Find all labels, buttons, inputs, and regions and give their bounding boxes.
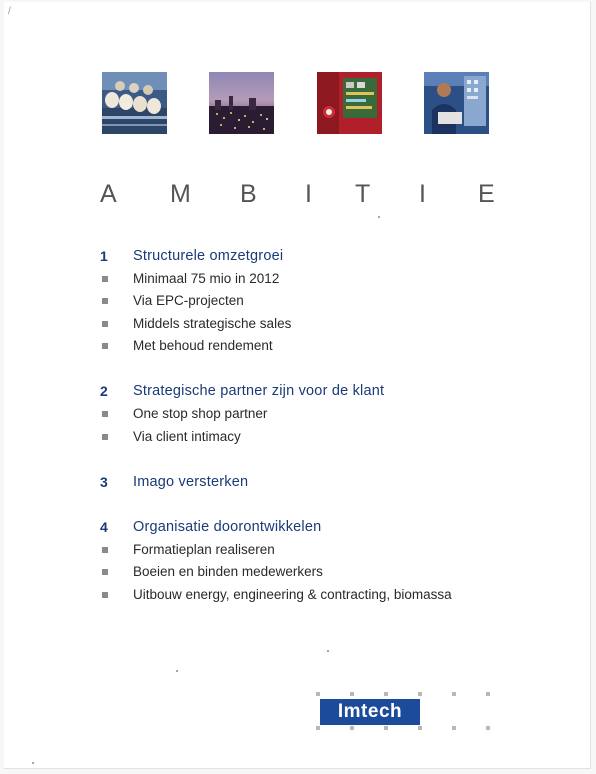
title-letter: M [170, 180, 191, 208]
title-letter: B [240, 180, 257, 208]
photo-engineer [424, 72, 489, 134]
bullet-square-icon [102, 276, 108, 282]
bullet-square-icon [102, 343, 108, 349]
dot-mark [418, 726, 422, 730]
list-item-text: Boeien en binden medewerkers [133, 564, 323, 579]
bullet-square-icon [102, 321, 108, 327]
dot-mark [316, 692, 320, 696]
title-letter: I [419, 180, 426, 208]
dot-mark [350, 692, 354, 696]
photo-strip [102, 72, 490, 136]
scan-speck [327, 650, 329, 652]
scan-speck [32, 762, 34, 764]
photo-production-line [102, 72, 167, 134]
title-letter: A [100, 180, 117, 208]
list-item-text: Met behoud rendement [133, 338, 273, 353]
dot-mark [452, 692, 456, 696]
corner-mark: / [8, 6, 11, 17]
bullet-square-icon [102, 434, 108, 440]
title-letter: E [478, 180, 495, 208]
dot-mark [350, 726, 354, 730]
document-page [4, 2, 591, 769]
section-number: 1 [100, 248, 108, 264]
dot-mark [486, 692, 490, 696]
bullet-square-icon [102, 298, 108, 304]
section-number: 3 [100, 474, 108, 490]
list-item-text: Uitbouw energy, engineering & contracting, biomassa [133, 587, 452, 602]
bullet-square-icon [102, 592, 108, 598]
imtech-logo: Imtech [320, 699, 420, 725]
bullet-square-icon [102, 547, 108, 553]
section-number: 2 [100, 383, 108, 399]
list-item-text: Minimaal 75 mio in 2012 [133, 271, 280, 286]
dot-mark [384, 692, 388, 696]
dot-mark [486, 726, 490, 730]
title-letter: I [305, 180, 312, 208]
page-title [100, 180, 500, 214]
list-item-text: One stop shop partner [133, 406, 268, 421]
section-heading-text: Imago versterken [133, 474, 249, 490]
bullet-square-icon [102, 411, 108, 417]
section-heading-text: Strategische partner zijn voor de klant [133, 383, 385, 399]
scan-speck [176, 670, 178, 672]
list-item-text: Formatieplan realiseren [133, 542, 275, 557]
list-item-text: Via EPC-projecten [133, 293, 244, 308]
list-item-text: Via client intimacy [133, 429, 241, 444]
photo-electrical-panel [317, 72, 382, 134]
list-item-text: Middels strategische sales [133, 316, 292, 331]
dot-mark [316, 726, 320, 730]
bullet-square-icon [102, 569, 108, 575]
section-heading-text: Organisatie doorontwikkelen [133, 519, 322, 535]
scan-speck [378, 216, 380, 218]
dot-mark [418, 692, 422, 696]
section-heading-text: Structurele omzetgroei [133, 248, 284, 264]
dot-mark [452, 726, 456, 730]
dot-mark [384, 726, 388, 730]
photo-city-night [209, 72, 274, 134]
title-letter: T [355, 180, 371, 208]
section-number: 4 [100, 519, 108, 535]
